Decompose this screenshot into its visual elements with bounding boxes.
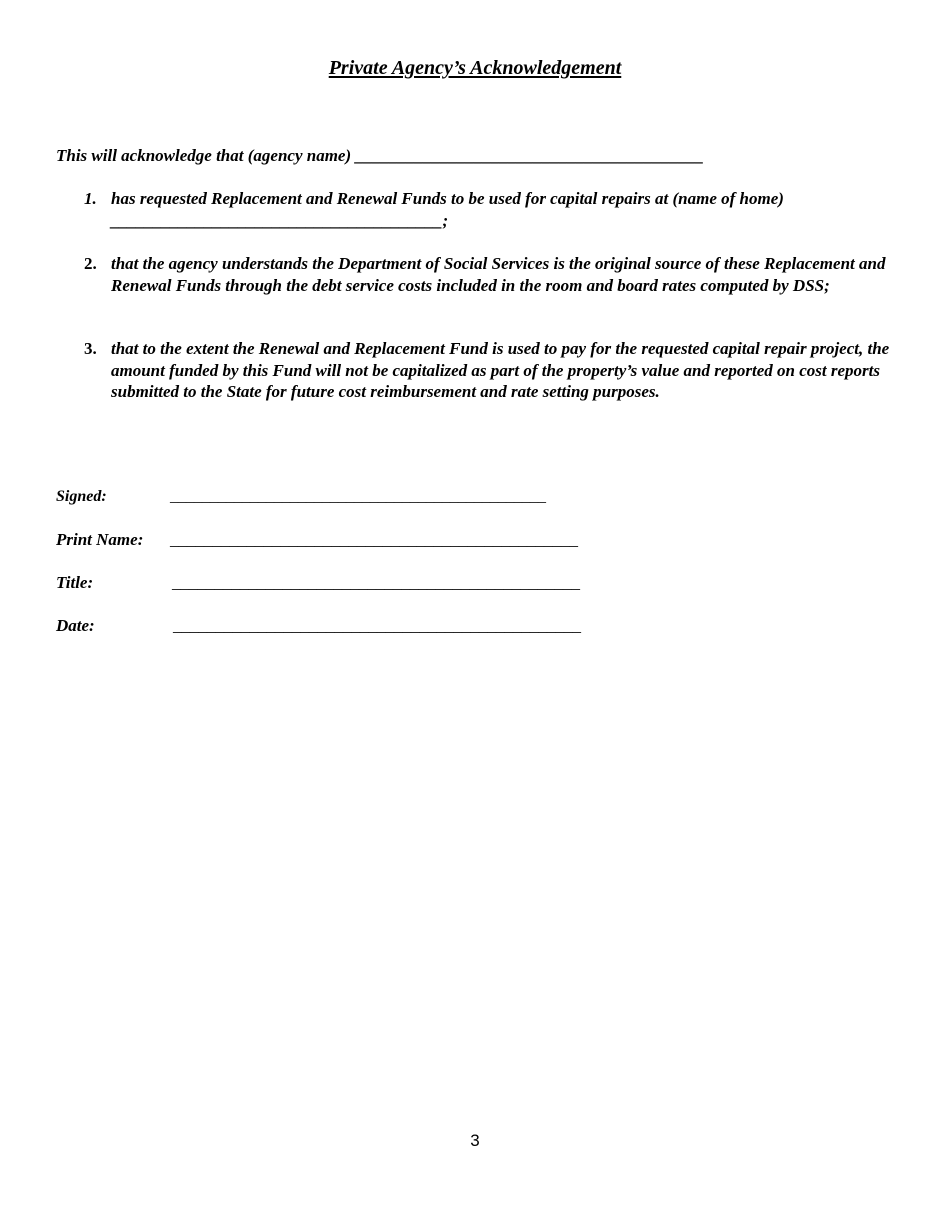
item-number: 1. [84, 189, 97, 208]
print-name-field[interactable]: ________________________________________________ [170, 530, 578, 549]
agency-name-blank[interactable]: _________________________________________ [355, 146, 704, 165]
item-text: has requested Replacement and Renewal Funds to be used for capital repairs at (name of home) [111, 189, 784, 208]
title-label: Title: [56, 573, 94, 592]
list-item [56, 338, 906, 403]
list-item [56, 188, 906, 231]
page-title: Private Agency’s Acknowledgement [328, 57, 622, 79]
agency-acknowledgement-text: This will acknowledge that (agency name) [56, 146, 352, 165]
signed-row [56, 488, 546, 506]
print-name-label: Print Name: [56, 530, 144, 549]
date-label: Date: [56, 616, 95, 635]
signed-label: Signed: [56, 488, 107, 505]
home-name-blank[interactable]: _______________________________________; [111, 210, 449, 230]
date-row [56, 616, 581, 636]
item-text: that to the extent the Renewal and Replacement Fund is used to pay for the requested capital repair project, the amount funded by this Fund will not be capitalized as part of the property’s value and reported on cost reports submitted to the State for future cost reimbursement and rate setting purposes. [111, 339, 890, 401]
item-text: that the agency understands the Department of Social Services is the original source of these Replacement and Renewal Funds through the debt service costs included in the room and board rates computed by DSS; [111, 254, 886, 295]
list-item [56, 253, 906, 296]
signed-field[interactable]: _______________________________________________ [170, 488, 546, 505]
item-number: 3. [84, 339, 97, 358]
title-row [56, 573, 580, 593]
title-field[interactable]: ________________________________________________ [172, 573, 580, 592]
agency-acknowledgement-line [56, 146, 704, 166]
page-number: 3 [470, 1131, 480, 1150]
item-number: 2. [84, 254, 97, 273]
print-name-row [56, 530, 578, 550]
date-field[interactable]: ________________________________________________ [173, 616, 581, 635]
